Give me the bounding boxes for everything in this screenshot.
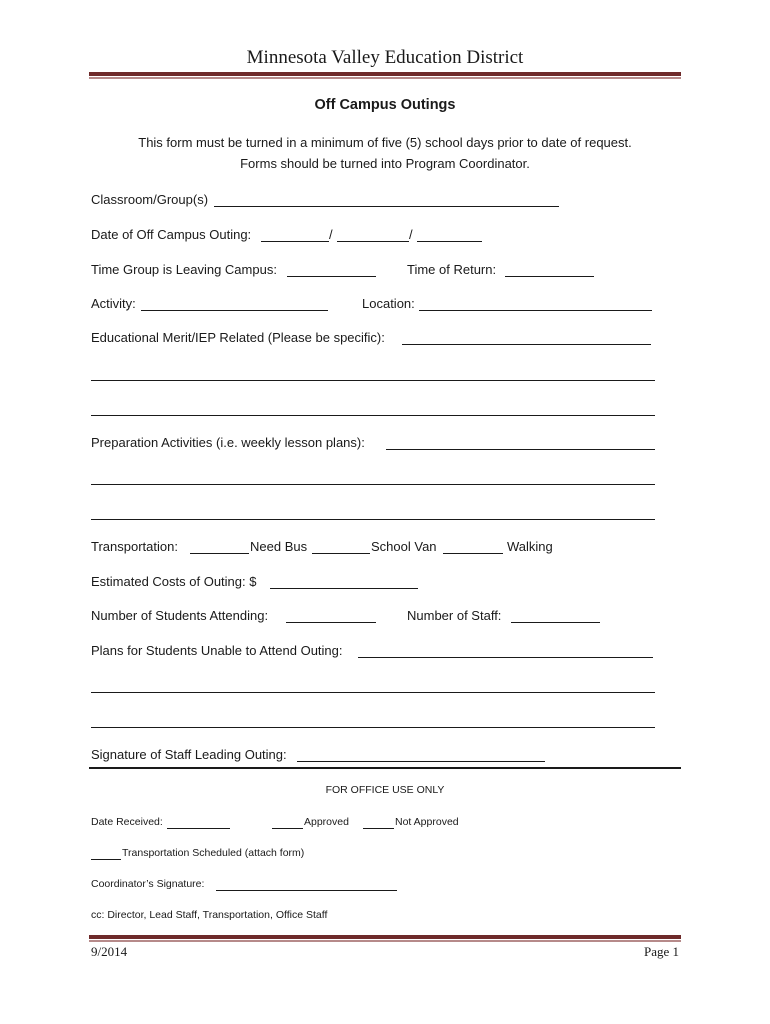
staff-field[interactable] (511, 622, 600, 623)
cost-label: Estimated Costs of Outing: $ (91, 574, 257, 589)
page-header-title: Minnesota Valley Education District (246, 47, 524, 68)
preparation-field[interactable] (386, 449, 655, 450)
page-number: Page 1 (643, 944, 679, 959)
need-bus-option: Need Bus (250, 539, 308, 554)
merit-continuation-line[interactable] (91, 415, 655, 416)
classroom-field[interactable] (214, 206, 559, 207)
cc-line: cc: Director, Lead Staff, Transportation, Office Staff (91, 909, 328, 921)
plans-field[interactable] (358, 657, 653, 658)
outing-date-month-field[interactable] (261, 241, 329, 242)
date-separator: / (409, 227, 413, 242)
need-bus-blank[interactable] (190, 553, 249, 554)
preparation-label: Preparation Activities (i.e. weekly lesson plans): (91, 435, 365, 450)
outing-date-label: Date of Off Campus Outing: (91, 227, 252, 242)
plans-continuation-line[interactable] (91, 727, 655, 728)
students-label: Number of Students Attending: (91, 608, 269, 623)
approved-blank[interactable] (272, 828, 303, 829)
signature-field[interactable] (297, 761, 545, 762)
not-approved-blank[interactable] (363, 828, 394, 829)
merit-continuation-line[interactable] (91, 380, 655, 381)
preparation-continuation-line[interactable] (91, 484, 655, 485)
activity-field[interactable] (141, 310, 328, 311)
date-received-field[interactable] (167, 828, 230, 829)
walking-option: Walking (507, 539, 553, 554)
plans-label: Plans for Students Unable to Attend Outing: (91, 643, 343, 658)
not-approved-option: Not Approved (395, 816, 459, 828)
transportation-label: Transportation: (91, 539, 178, 554)
return-time-label: Time of Return: (407, 262, 497, 277)
office-divider (89, 767, 681, 769)
date-received-label: Date Received: (91, 816, 163, 828)
school-van-option: School Van (371, 539, 437, 554)
coordinator-signature-label: Coordinator’s Signature: (91, 878, 205, 890)
form-title: Off Campus Outings (314, 97, 456, 113)
date-separator: / (329, 227, 333, 242)
merit-label: Educational Merit/IEP Related (Please be specific): (91, 330, 385, 345)
header-rule-accent (89, 77, 681, 79)
intro-line-1: This form must be turned in a minimum of five (5) school days prior to date of request. (138, 135, 632, 150)
merit-field[interactable] (402, 344, 651, 345)
coordinator-signature-field[interactable] (216, 890, 397, 891)
leaving-time-field[interactable] (287, 276, 376, 277)
plans-continuation-line[interactable] (91, 692, 655, 693)
return-time-field[interactable] (505, 276, 594, 277)
intro-line-2: Forms should be turned into Program Coordinator. (240, 156, 530, 171)
walking-blank[interactable] (443, 553, 503, 554)
outing-date-year-field[interactable] (417, 241, 482, 242)
approved-option: Approved (304, 816, 349, 828)
preparation-continuation-line[interactable] (91, 519, 655, 520)
transportation-scheduled-blank[interactable] (91, 859, 121, 860)
footer-rule-accent (89, 940, 681, 942)
activity-label: Activity: (91, 296, 136, 311)
footer-date: 9/2014 (91, 944, 128, 959)
classroom-label: Classroom/Group(s) (91, 192, 209, 207)
leaving-time-label: Time Group is Leaving Campus: (91, 262, 277, 277)
header-rule (89, 72, 681, 76)
office-heading: FOR OFFICE USE ONLY (325, 784, 445, 796)
cost-field[interactable] (270, 588, 418, 589)
school-van-blank[interactable] (312, 553, 370, 554)
outing-date-day-field[interactable] (337, 241, 409, 242)
transportation-scheduled-label: Transportation Scheduled (attach form) (122, 847, 305, 859)
location-field[interactable] (419, 310, 652, 311)
location-label: Location: (362, 296, 415, 311)
signature-label: Signature of Staff Leading Outing: (91, 747, 287, 762)
footer-rule (89, 935, 681, 939)
staff-label: Number of Staff: (407, 608, 502, 623)
students-field[interactable] (286, 622, 376, 623)
